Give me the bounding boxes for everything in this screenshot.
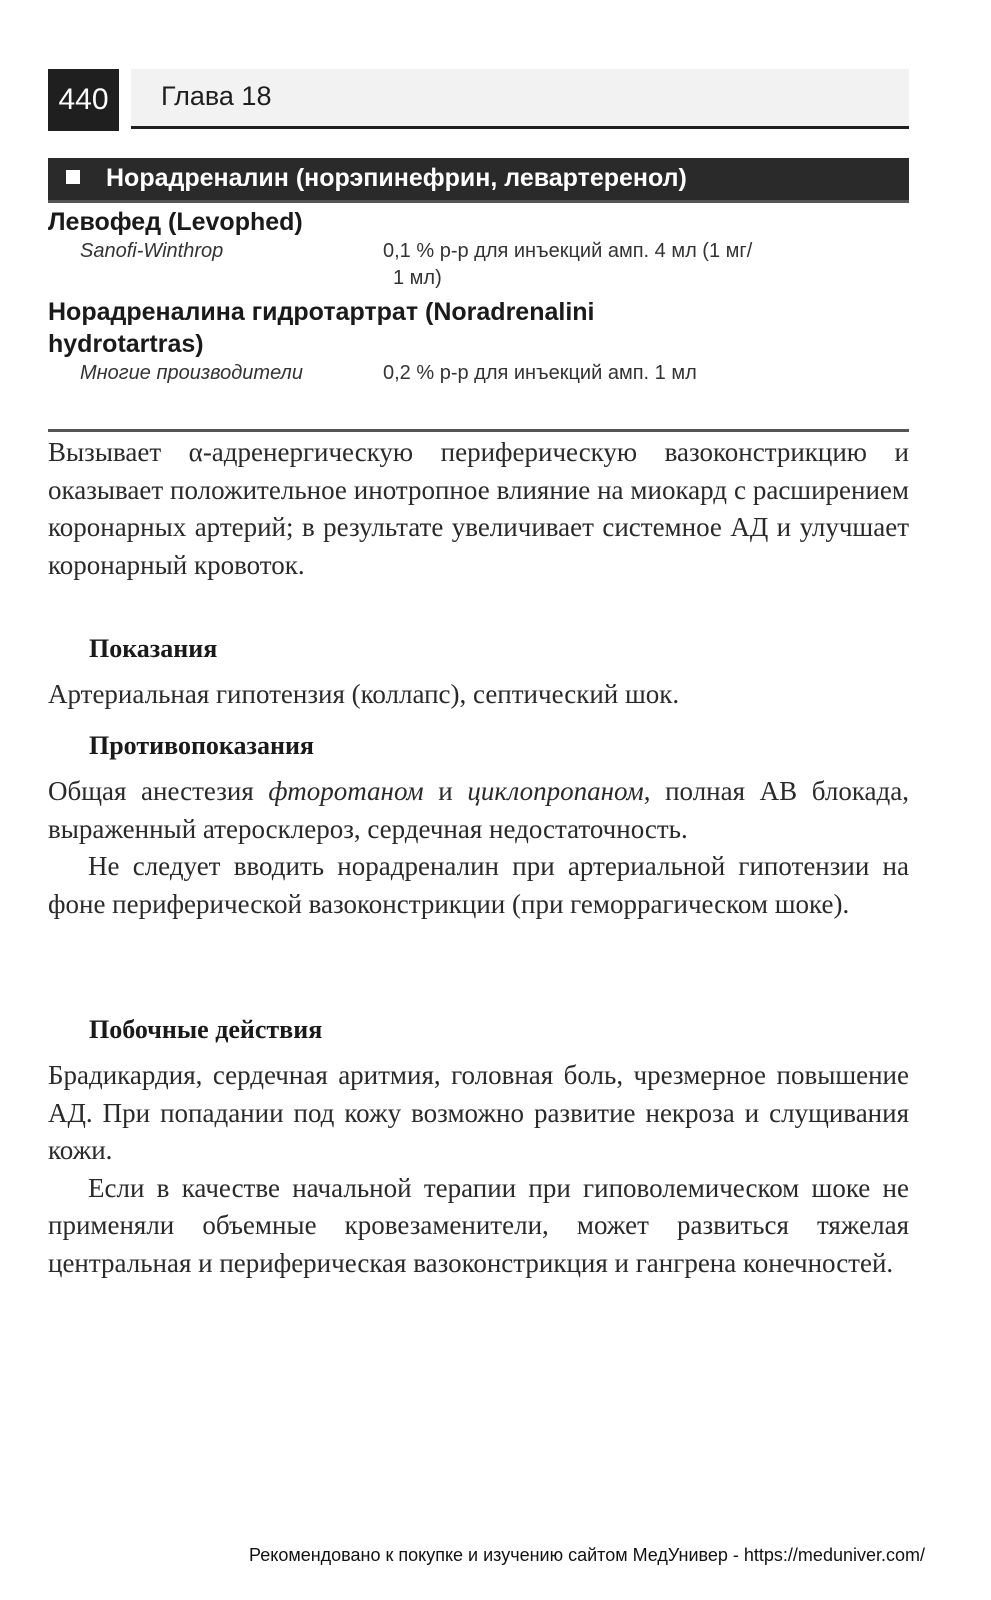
- indications-text: Артериальная гипотензия (коллапс), септический шок.: [48, 679, 680, 709]
- chapter-label: Глава 18: [161, 81, 272, 111]
- text-run: Общая анестезия: [48, 776, 269, 806]
- contraindications-heading: Противопоказания: [89, 731, 314, 760]
- drug-name: Левофед (Levophed): [48, 208, 303, 236]
- preparations-list: [48, 206, 909, 387]
- drug-name-continued: hydrotartras): [48, 330, 204, 358]
- section-title: Норадреналин (норэпинефрин, левартеренол): [106, 164, 687, 192]
- dosage-form: [383, 238, 909, 292]
- dosage-form-line: 1 мл): [393, 267, 442, 289]
- indications-paragraph: [48, 676, 909, 714]
- contraindications-note: Не следует вводить норадреналин при артериальной гипотензии на фоне периферической вазоконстрикции (при геморрагическом шоке).: [48, 851, 909, 919]
- drug-mention: фторотаном: [268, 776, 424, 806]
- square-bullet-icon: [66, 170, 80, 184]
- manufacturer: Sanofi-Winthrop: [80, 240, 224, 262]
- drug-name: Норадреналина гидротартрат (Noradrenalini: [48, 298, 595, 326]
- indications-heading: Показания: [89, 634, 218, 663]
- contraindications-section: [48, 773, 909, 923]
- dosage-form-line: 0,1 % р-р для инъекций амп. 4 мл (1 мг/: [383, 240, 753, 262]
- dosage-form-line: 0,2 % р-р для инъекций амп. 1 мл: [383, 362, 697, 384]
- intro-paragraph: [48, 434, 909, 584]
- side-effects-paragraph: Брадикардия, сердечная аритмия, головная боль, чрезмерное повышение АД. При попадании под кожу возможно развитие некроза и слущивания кожи.: [48, 1060, 909, 1165]
- divider: [48, 429, 909, 432]
- page-number: 440: [48, 69, 119, 131]
- contraindications-paragraph: [48, 773, 909, 848]
- manufacturer: Многие производители: [80, 362, 303, 384]
- drug-form-row: [48, 360, 909, 387]
- drug-mention: циклопропаном: [467, 776, 644, 806]
- intro-text: Вызывает α-адренергическую периферическую вазоконстрикцию и оказывает положительное инотропное влияние на миокард с расширением коронарных артерий; в результате увеличивает системное АД и улучшает коронарный кровоток.: [48, 437, 909, 580]
- running-header: [131, 69, 909, 129]
- drug-form-row: [48, 238, 909, 292]
- side-effects-heading: Побочные действия: [89, 1015, 323, 1044]
- text-run: и: [423, 776, 468, 806]
- footer-recommendation: Рекомендовано к покупке и изучению сайтом МедУнивер - https://meduniver.com/: [249, 1545, 925, 1565]
- section-title-bar: [48, 158, 909, 203]
- text-run: , полная АВ блокада, выраженный атеросклероз, сердечная недостаточность.: [48, 776, 909, 844]
- side-effects-section: [48, 1057, 909, 1282]
- side-effects-note: Если в качестве начальной терапии при гиповолемическом шоке не применяли объемные кровезаменители, может развиться тяжелая центральная и периферическая вазоконстрикция и гангрена конечностей.: [48, 1172, 909, 1278]
